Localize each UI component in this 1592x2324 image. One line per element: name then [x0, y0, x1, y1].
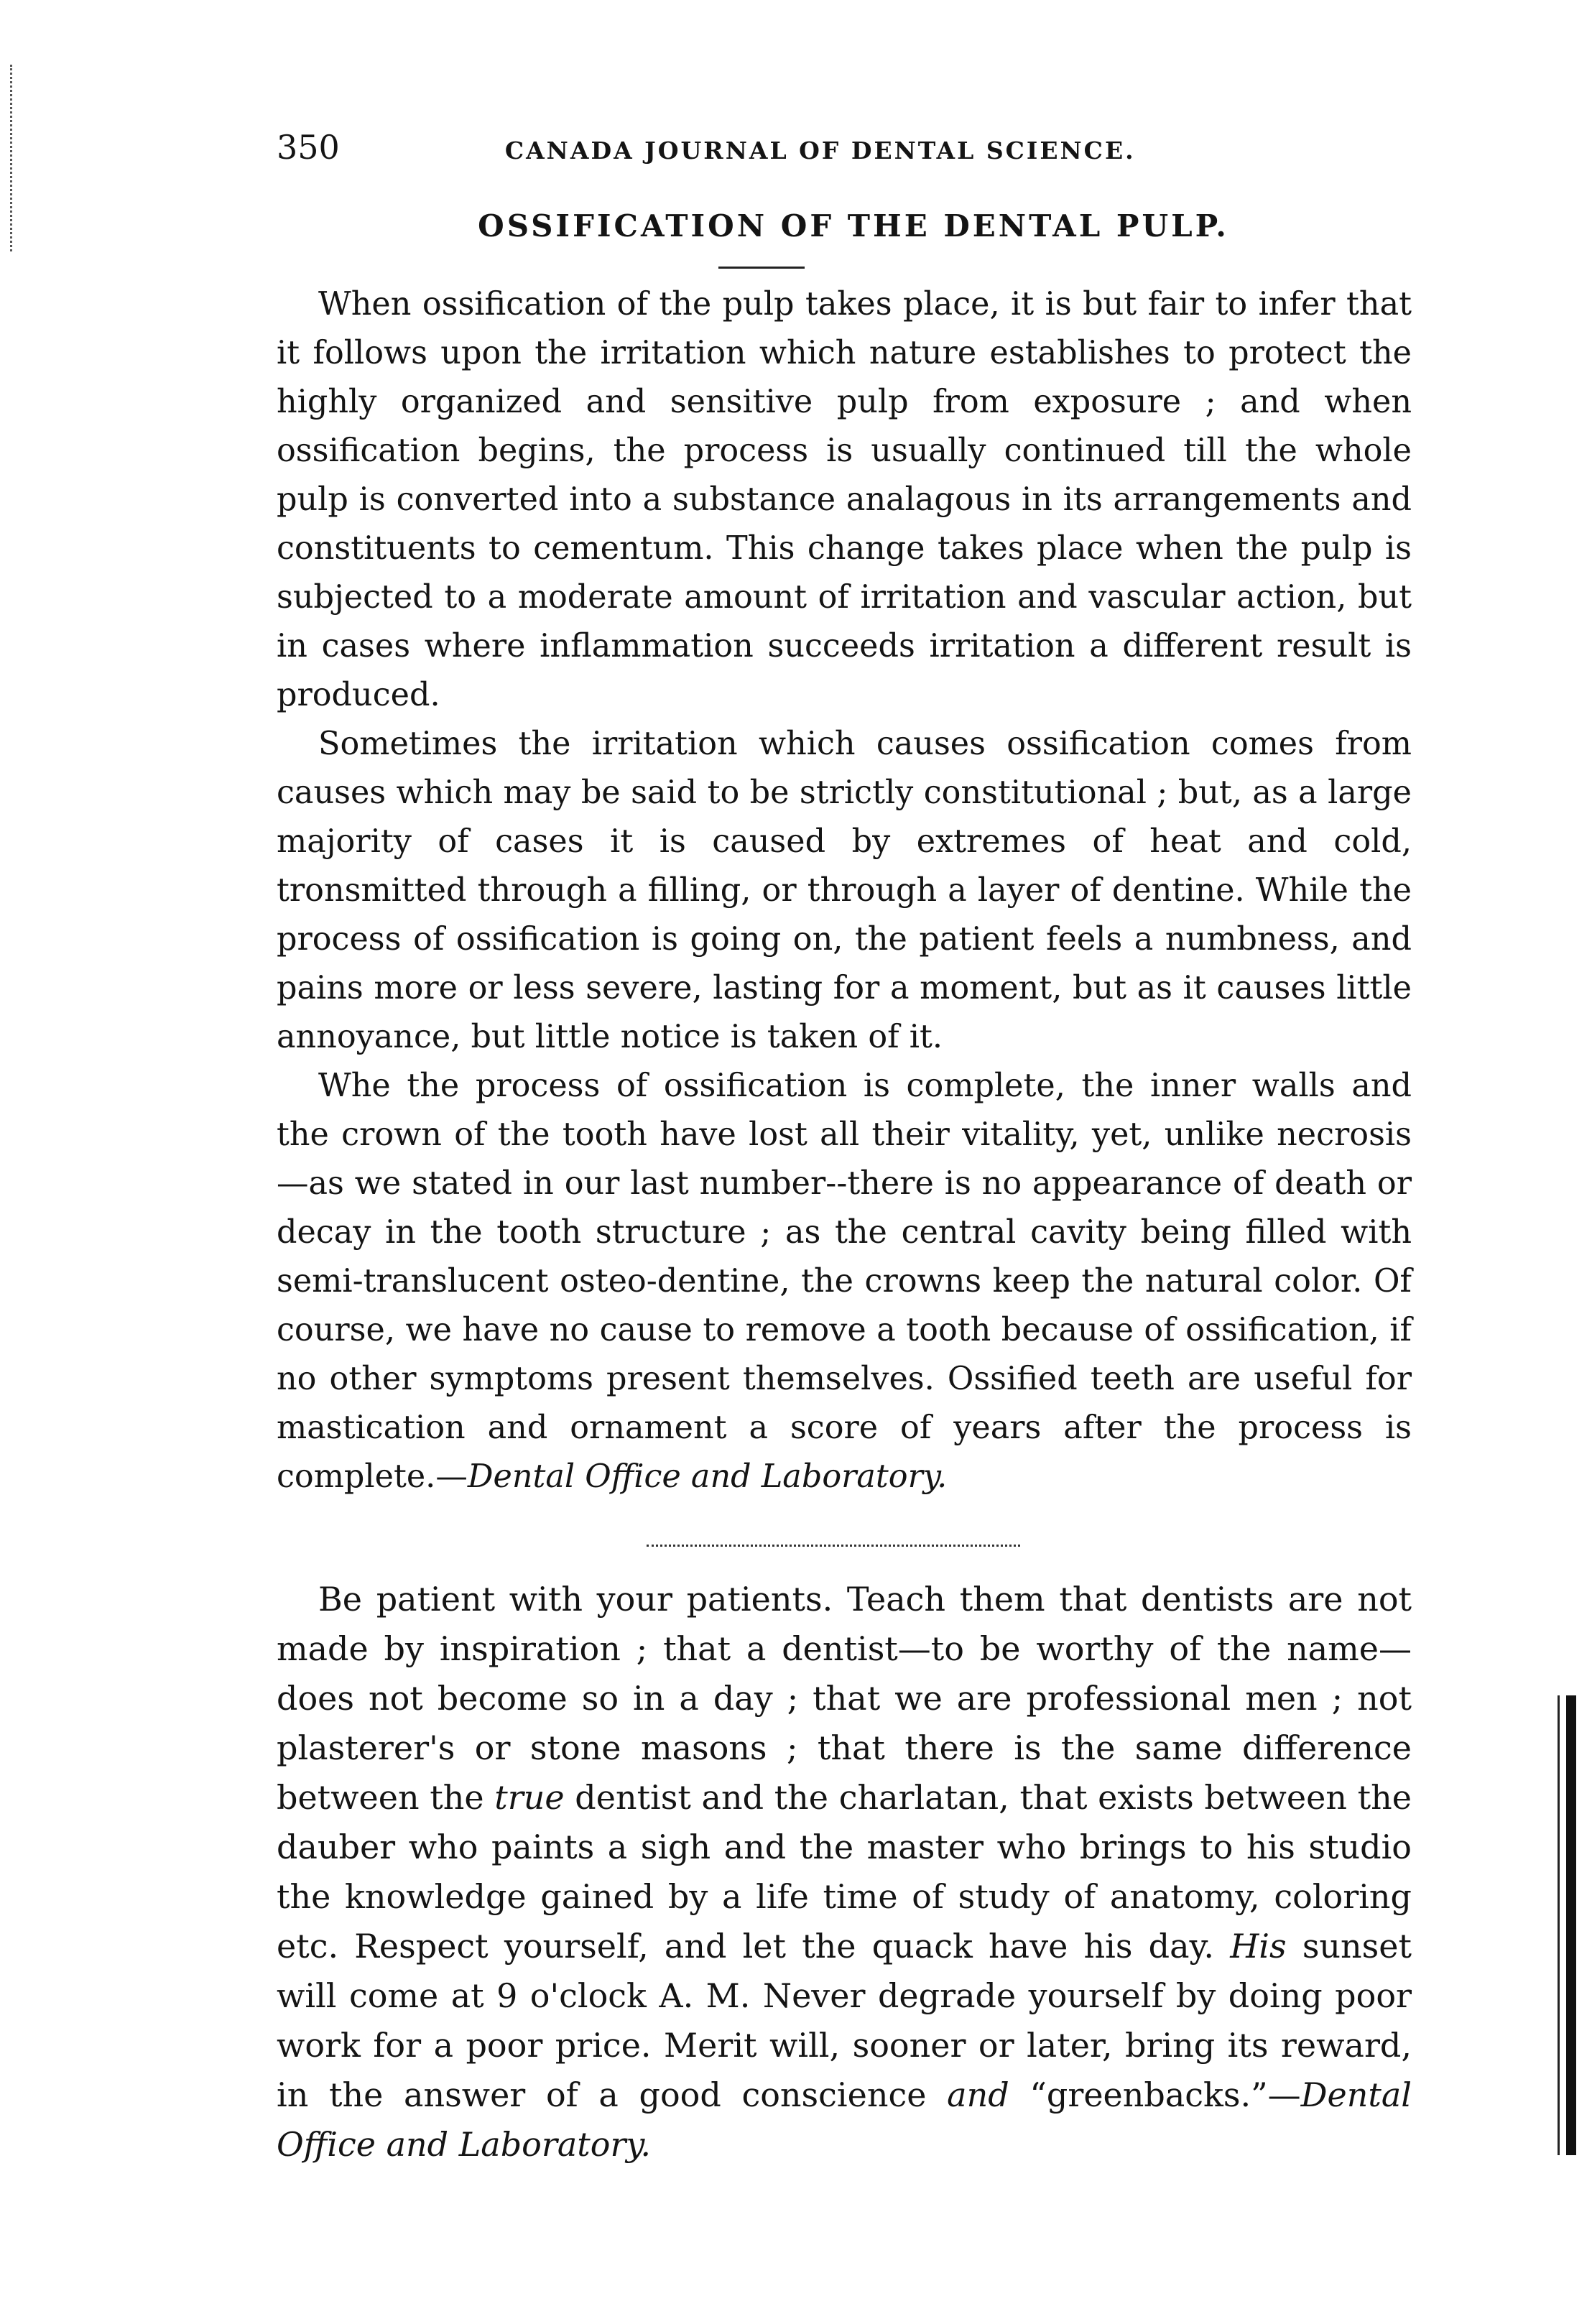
journal-title: CANADA JOURNAL OF DENTAL SCIENCE.: [504, 136, 1136, 165]
article-source: Dental Office and Laboratory.: [467, 1458, 948, 1495]
page-number: 350: [277, 128, 340, 167]
second-item-source: Dental Office and Laboratory.: [277, 2075, 1412, 2164]
article-body: [277, 280, 1412, 1501]
second-item-text-1: Be patient with your patients. Teach them that dentists are not made by inspiration ; that a dentist—to be worthy of the name—does not become so in a day ; that we are professional men ; not plasterer's or stone masons ; that there is the same difference between the: [277, 1580, 1412, 1817]
second-item-body: [277, 1575, 1412, 2170]
article-title-text: OSSIFICATION OF THE DENTAL PULP.: [478, 208, 1229, 244]
running-head: [277, 128, 1426, 171]
title-rule: [718, 267, 805, 269]
paragraph-1: When ossification of the pulp takes place, it is but fair to infer that it follows upon the irritation which nature establishes to protect the highly organized and sensitive pulp from exposure ; and when ossification begins, the process is usually continued till the whole pulp is converted into a substance analagous in its arrangements and constituents to cementum. This change takes place when the pulp is subjected to a moderate amount of irritation and vascular action, but in cases where inflammation succeeds irritation a different result is produced.: [277, 286, 1412, 713]
second-item-text-2: dentist and the charlatan, that exists between the dauber who paints a sigh and the master who brings to his studio the knowledge gained by a life time of study of anatomy, coloring etc. Respect yourself, and let the quack have his day.: [277, 1778, 1412, 1966]
article-title: [0, 208, 1592, 244]
paragraph-3-text: Whe the process of ossification is complete, the inner walls and the crown of the tooth have lost all their vitality, yet, unlike necrosis—as we stated in our last number--there is no appearance of death or decay in the tooth structure ; as the central cavity being filled with semi-translucent osteo-dentine, the crowns keep the natural color. Of course, we have no cause to remove a tooth because of ossification, if no other symptoms present themselves. Ossified teeth are useful for mastication and ornament a score of years after the process is complete.—: [277, 1068, 1412, 1495]
paragraph-3: [277, 1062, 1412, 1501]
second-item-text-3: sunset will come at 9 o'clock A. M. Never degrade yourself by doing poor work for a poor price. Merit will, sooner or later, bring its reward, in the answer of a good conscience: [277, 1927, 1412, 2114]
emphasis-his: His: [1230, 1927, 1287, 1966]
emphasis-and: and: [947, 2075, 1009, 2114]
paragraph-2: Sometimes the irritation which causes ossification comes from causes which may be said to be strictly constitutional ; but, as a large majority of cases it is caused by extremes of heat and cold, tronsmitted through a filling, or through a layer of dentine. While the process of ossification is going on, the patient feels a numbness, and pains more or less severe, lasting for a moment, but as it causes little annoyance, but little notice is taken of it.: [277, 726, 1412, 1055]
section-divider: [647, 1545, 1020, 1547]
emphasis-true: true: [494, 1778, 565, 1817]
scan-edge-bar: [1558, 1695, 1576, 2155]
second-item-paragraph: [277, 1575, 1412, 2170]
second-item-text-4: “greenbacks.”—: [1009, 2075, 1301, 2114]
